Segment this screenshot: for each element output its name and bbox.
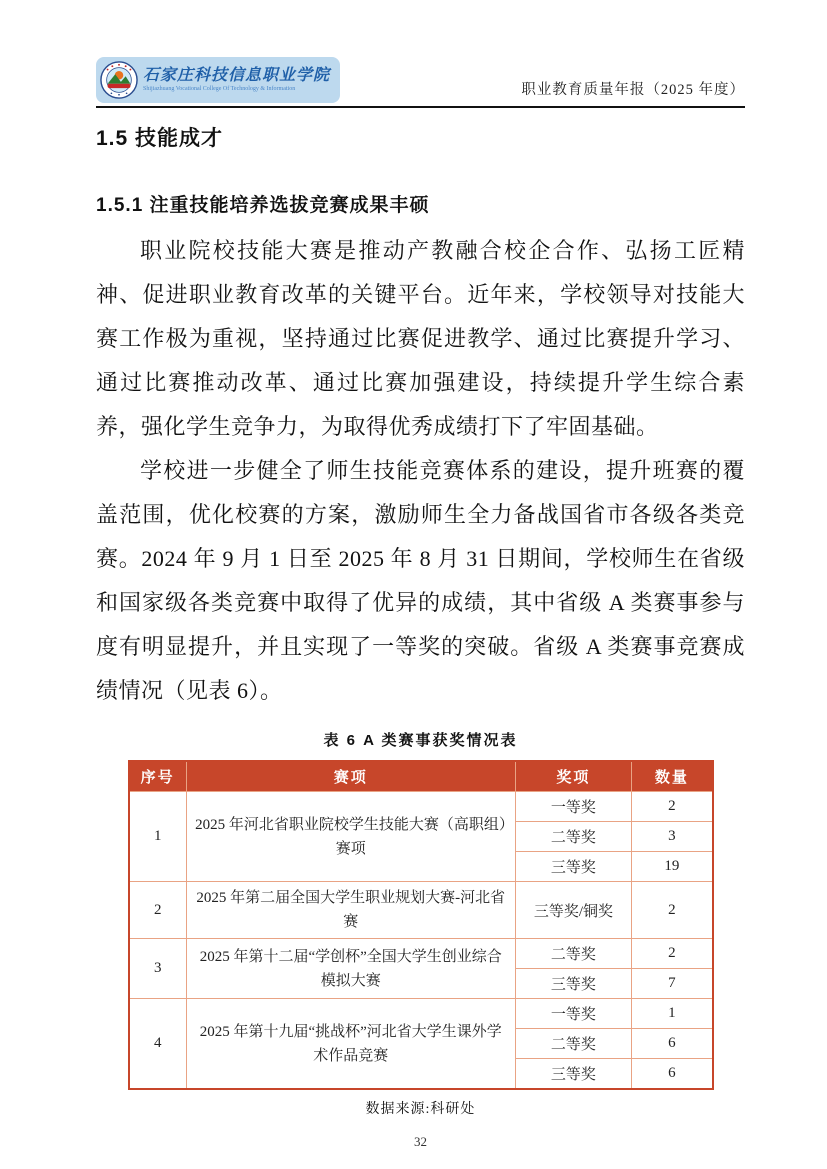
award-cell: 二等奖 [515, 1029, 632, 1059]
subsection-heading: 1.5.1 注重技能培养选拔竞赛成果丰硕 [96, 195, 430, 216]
award-cell: 一等奖 [515, 999, 632, 1029]
event-name-cell: 2025 年第十二届“学创杯”全国大学生创业综合模拟大赛 [186, 939, 515, 999]
row-number-cell: 3 [129, 939, 187, 999]
award-cell: 三等奖 [515, 852, 632, 882]
college-logo [96, 57, 340, 103]
award-table [128, 760, 714, 1090]
col-header-award: 奖项 [515, 761, 632, 792]
count-cell: 7 [632, 969, 713, 999]
body-paragraph-1: 职业院校技能大赛是推动产教融合校企合作、弘扬工匠精神、促进职业教育改革的关键平台。近年来，学校领导对技能大赛工作极为重视，坚持通过比赛促进教学、通过比赛提升学习、通过比赛推动改革、通过比赛加强建设，持续提升学生综合素养，强化学生竞争力，为取得优秀成绩打下了牢固基础。 [96, 238, 745, 439]
data-source-note: 数据来源:科研处 [365, 1102, 476, 1117]
count-cell: 1 [632, 999, 713, 1029]
college-name-en: Shijiazhuang Vocational College Of Technology & Information [143, 86, 296, 92]
college-name-cn: 石家庄科技信息职业学院 [143, 67, 331, 84]
count-cell: 2 [632, 939, 713, 969]
college-logo-text [143, 67, 330, 93]
table-row [129, 882, 713, 939]
award-table-header [129, 761, 713, 792]
col-header-event: 赛项 [186, 761, 515, 792]
count-cell: 6 [632, 1059, 713, 1090]
table-row [129, 999, 713, 1029]
award-cell: 三等奖/铜奖 [515, 882, 632, 939]
count-cell: 2 [632, 792, 713, 822]
row-number-cell: 2 [129, 882, 187, 939]
award-cell: 二等奖 [515, 822, 632, 852]
page-header [96, 56, 745, 108]
row-number-cell: 4 [129, 999, 187, 1090]
table-caption: 表 6 A 类赛事获奖情况表 [323, 732, 518, 749]
count-cell: 6 [632, 1029, 713, 1059]
col-header-number: 序号 [129, 761, 187, 792]
row-number-cell: 1 [129, 792, 187, 882]
count-cell: 19 [632, 852, 713, 882]
award-cell: 三等奖 [515, 969, 632, 999]
event-name-cell: 2025 年河北省职业院校学生技能大赛（高职组）赛项 [186, 792, 515, 882]
body-paragraph-2: 学校进一步健全了师生技能竞赛体系的建设，提升班赛的覆盖范围，优化校赛的方案，激励师生全力备战国省市各级各类竞赛。2024 年 9 月 1 日至 2025 年 8 月 31 日期间，学校师生在省级和国家级各类竞赛中取得了优异的成绩，其中省级 A 类赛事参与度有明显提升，并且实现了一等奖的突破。省级 A 类赛事竞赛成绩情况（见表 6）。 [96, 458, 745, 703]
table-row [129, 792, 713, 822]
table-row [129, 939, 713, 969]
award-cell: 二等奖 [515, 939, 632, 969]
table-header-row [129, 761, 713, 792]
award-cell: 一等奖 [515, 792, 632, 822]
award-table-body [129, 792, 713, 1090]
section-heading: 1.5 技能成才 [96, 127, 224, 150]
event-name-cell: 2025 年第十九届“挑战杯”河北省大学生课外学术作品竞赛 [186, 999, 515, 1090]
col-header-count: 数量 [632, 761, 713, 792]
event-name-cell: 2025 年第二届全国大学生职业规划大赛-河北省赛 [186, 882, 515, 939]
count-cell: 3 [632, 822, 713, 852]
report-title: 职业教育质量年报（2025 年度） [521, 82, 745, 98]
count-cell: 2 [632, 882, 713, 939]
page-number: 32 [414, 1134, 427, 1149]
college-emblem-icon [100, 61, 138, 99]
award-cell: 三等奖 [515, 1059, 632, 1090]
